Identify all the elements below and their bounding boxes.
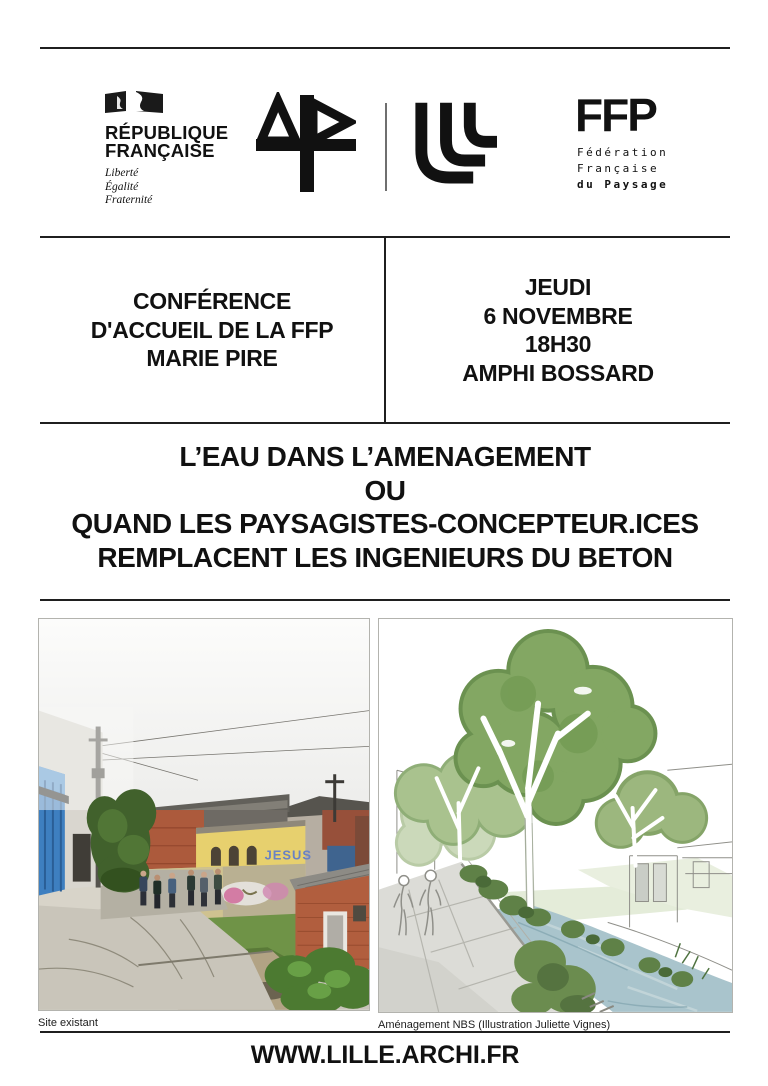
caption-amenagement-nbs: Aménagement NBS (Illustration Juliette Vignes) — [378, 1019, 611, 1031]
nbs-illustration — [378, 618, 733, 1013]
datetime-line2: 6 NOVEMBRE — [483, 302, 633, 329]
top-rule — [40, 47, 730, 49]
datetime-cell — [386, 238, 730, 422]
marianne-flag-icon — [105, 90, 163, 114]
main-title — [40, 440, 730, 574]
rf-motto2: Égalité — [105, 180, 139, 193]
website-url: WWW.LILLE.ARCHI.FR — [250, 1041, 520, 1069]
bottom-rule — [40, 1031, 730, 1033]
conference-cell — [40, 238, 386, 422]
rf-motto3: Fraternité — [105, 194, 153, 206]
figure-site-existant — [38, 618, 370, 1029]
ffp-line2: Française — [577, 162, 660, 175]
conference-line3: MARIE PIRE — [146, 345, 278, 372]
event-info-table — [40, 236, 730, 424]
conference-line1: CONFÉRENCE — [132, 288, 291, 315]
ffp-acronym: FFP — [575, 89, 656, 141]
title-line1: L’EAU DANS L’AMENAGEMENT — [179, 441, 591, 472]
ffp-line1: Fédération — [577, 146, 669, 159]
datetime-line3: 18H30 — [524, 331, 592, 357]
photo-graffiti-text: JESUS — [264, 847, 312, 863]
title-line4: REMPLACENT LES INGENIEURS DU BETON — [97, 541, 673, 573]
ap-monogram-logo-icon — [256, 92, 356, 192]
ffp-line3: du Paysage — [577, 178, 669, 191]
rf-line2: FRANÇAISE — [105, 140, 215, 161]
datetime-line1: JEUDI — [524, 274, 592, 300]
ffp-logo — [575, 89, 669, 193]
republique-francaise-logo — [105, 90, 235, 208]
site-photo — [38, 618, 370, 1011]
rf-line1: RÉPUBLIQUE — [105, 122, 229, 143]
logo-divider — [385, 103, 387, 191]
caption-site-existant: Site existant — [38, 1017, 98, 1029]
title-line2: OU — [364, 474, 406, 506]
figure-amenagement-nbs — [378, 618, 733, 1031]
rf-motto1: Liberté — [105, 167, 139, 179]
lille-monogram-logo-icon — [412, 96, 497, 191]
title-line3: QUAND LES PAYSAGISTES-CONCEPTEUR.ICES — [71, 508, 699, 539]
title-bottom-rule — [40, 599, 730, 601]
datetime-line4: AMPHI BOSSARD — [462, 359, 654, 386]
conference-line2: D'ACCUEIL DE LA FFP — [90, 316, 334, 343]
